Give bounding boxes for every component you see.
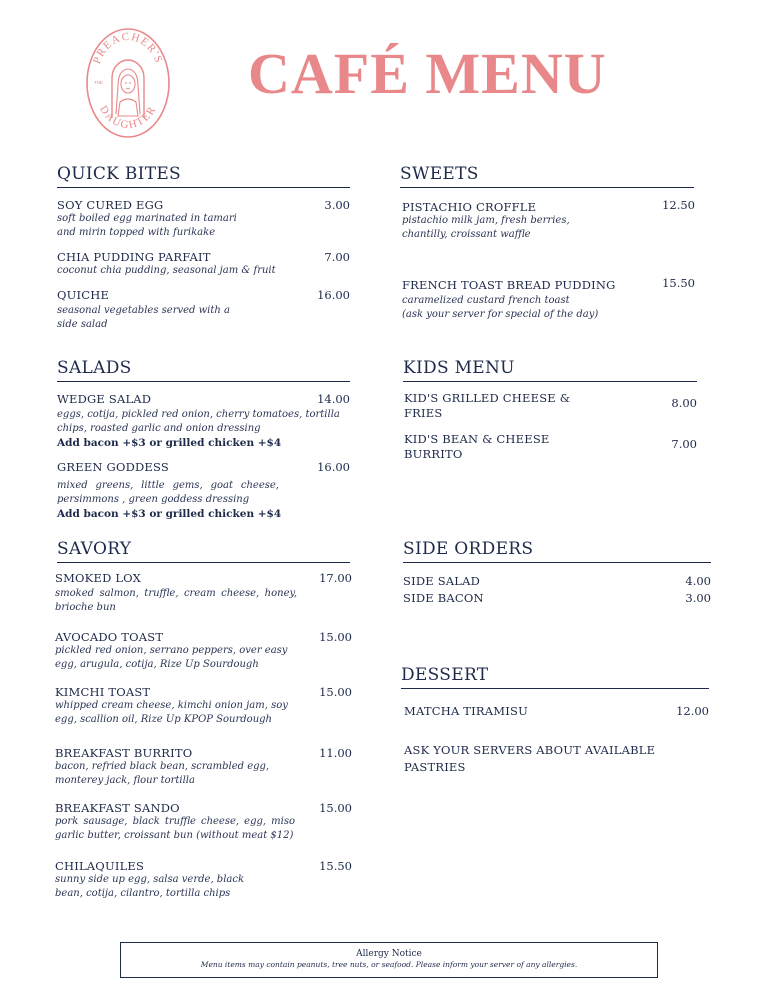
menu-item bbox=[55, 801, 352, 843]
item-description: whipped cream cheese, kimchi onion jam, soy egg, scallion oil, Rize Up KPOP Sourdough bbox=[55, 700, 288, 725]
menu-item bbox=[404, 432, 697, 462]
menu-item bbox=[402, 278, 695, 322]
item-price: 8.00 bbox=[671, 396, 697, 410]
item-description: coconut chia pudding, seasonal jam & fruit bbox=[57, 265, 276, 276]
item-price: 15.50 bbox=[662, 276, 695, 290]
menu-item bbox=[403, 574, 711, 588]
item-price: 15.50 bbox=[319, 859, 352, 873]
item-price: 3.00 bbox=[685, 591, 711, 605]
item-price: 11.00 bbox=[319, 746, 352, 760]
allergy-notice bbox=[120, 942, 658, 978]
item-price: 15.00 bbox=[319, 801, 352, 815]
item-name: CHILAQUILES bbox=[55, 859, 145, 873]
item-price: 17.00 bbox=[319, 571, 352, 585]
section-heading: QUICK BITES bbox=[57, 164, 350, 188]
item-name: BREAKFAST BURRITO bbox=[55, 746, 193, 760]
item-price: 7.00 bbox=[324, 250, 350, 264]
item-description: sunny side up egg, salsa verde, black bean, cotija, cilantro, tortilla chips bbox=[55, 874, 245, 899]
menu-item bbox=[57, 198, 350, 240]
page-title: CAFÉ MENU bbox=[248, 41, 607, 106]
item-description: eggs, cotija, pickled red onion, cherry tomatoes, tortilla chips, roasted garlic and onion dressing bbox=[57, 409, 340, 434]
section-heading: SWEETS bbox=[400, 164, 694, 188]
item-price: 12.00 bbox=[676, 704, 709, 718]
item-price: 16.00 bbox=[317, 288, 350, 302]
svg-text:DAUGHTER bbox=[97, 104, 159, 132]
menu-item bbox=[403, 591, 711, 605]
menu-item bbox=[57, 288, 350, 332]
item-name: KID'S BEAN & CHEESE BURRITO bbox=[404, 432, 550, 461]
item-name: FRENCH TOAST BREAD PUDDING bbox=[402, 278, 616, 292]
item-description: mixed greens, little gems, goat cheese, persimmons , green goddess dressing bbox=[57, 480, 279, 505]
menu-item bbox=[404, 704, 709, 718]
section-dessert bbox=[401, 665, 709, 697]
item-name: CHIA PUDDING PARFAIT bbox=[57, 250, 211, 264]
menu-item bbox=[55, 859, 352, 901]
section-heading: SAVORY bbox=[57, 539, 350, 563]
item-price: 3.00 bbox=[324, 198, 350, 212]
item-name: AVOCADO TOAST bbox=[55, 630, 164, 644]
logo-text-bottom: DAUGHTER bbox=[97, 103, 159, 132]
item-description-note: (ask your server for special of the day) bbox=[402, 309, 599, 320]
item-name: WEDGE SALAD bbox=[57, 392, 152, 406]
menu-item bbox=[55, 685, 352, 727]
item-price: 12.50 bbox=[662, 198, 695, 212]
item-price: 15.00 bbox=[319, 630, 352, 644]
menu-item bbox=[402, 200, 695, 242]
item-name: SIDE BACON bbox=[403, 591, 484, 605]
item-name: SMOKED LOX bbox=[55, 571, 141, 585]
section-heading: KIDS MENU bbox=[403, 358, 697, 382]
item-description: pork sausage, black truffle cheese, egg, miso garlic butter, croissant bun (without meat $12) bbox=[55, 816, 295, 841]
section-side-orders bbox=[403, 539, 711, 571]
item-price: 14.00 bbox=[317, 392, 350, 406]
item-description: pistachio milk jam, fresh berries, chantilly, croissant waffle bbox=[402, 215, 570, 240]
allergy-text: Menu items may contain peanuts, tree nuts, or seafood. Please inform your server of any allergies. bbox=[200, 960, 578, 969]
section-heading: SIDE ORDERS bbox=[403, 539, 711, 563]
item-price: 4.00 bbox=[685, 574, 711, 588]
menu-item bbox=[57, 392, 350, 450]
item-name: MATCHA TIRAMISU bbox=[404, 704, 528, 718]
item-name: QUICHE bbox=[57, 288, 110, 302]
menu-item bbox=[55, 630, 352, 672]
item-description: pickled red onion, serrano peppers, over easy egg, arugula, cotija, Rize Up Sourdough bbox=[55, 645, 288, 670]
preachers-daughter-logo bbox=[84, 26, 172, 140]
section-heading: DESSERT bbox=[401, 665, 709, 689]
item-name: SIDE SALAD bbox=[403, 574, 481, 588]
section-kids-menu bbox=[403, 358, 697, 390]
item-description: soft boiled egg marinated in tamari and mirin topped with furikake bbox=[57, 213, 237, 238]
logo-text-the: THE bbox=[94, 80, 103, 85]
section-savory bbox=[57, 539, 350, 571]
item-name: KID'S GRILLED CHEESE & FRIES bbox=[404, 391, 571, 420]
item-price: 15.00 bbox=[319, 685, 352, 699]
logo-text-top: PREACHER'S bbox=[90, 30, 166, 66]
menu-item bbox=[404, 391, 697, 421]
allergy-title: Allergy Notice bbox=[356, 949, 422, 959]
pastries-note: ASK YOUR SERVERS ABOUT AVAILABLE PASTRIES bbox=[404, 743, 656, 774]
item-description: caramelized custard french toast bbox=[402, 295, 570, 306]
item-description: smoked salmon, truffle, cream cheese, honey, brioche bun bbox=[55, 588, 297, 613]
item-addon: Add bacon +$3 or grilled chicken +$4 bbox=[57, 437, 282, 449]
section-salads bbox=[57, 358, 350, 531]
section-heading: SALADS bbox=[57, 358, 350, 382]
item-price: 7.00 bbox=[671, 437, 697, 451]
menu-item bbox=[57, 250, 350, 278]
menu-item bbox=[55, 746, 352, 788]
item-addon: Add bacon +$3 or grilled chicken +$4 bbox=[57, 508, 282, 520]
item-name: PISTACHIO CROFFLE bbox=[402, 200, 537, 214]
item-price: 16.00 bbox=[317, 460, 350, 474]
item-name: KIMCHI TOAST bbox=[55, 685, 151, 699]
section-quick-bites bbox=[57, 164, 350, 342]
menu-item bbox=[55, 571, 352, 615]
item-name: GREEN GODDESS bbox=[57, 460, 169, 474]
section-sweets bbox=[400, 164, 694, 196]
menu-item bbox=[57, 460, 350, 521]
item-name: BREAKFAST SANDO bbox=[55, 801, 180, 815]
item-description: seasonal vegetables served with a side salad bbox=[57, 305, 230, 330]
item-description: bacon, refried black bean, scrambled egg, monterey jack, flour tortilla bbox=[55, 761, 270, 786]
item-name: SOY CURED EGG bbox=[57, 198, 164, 212]
